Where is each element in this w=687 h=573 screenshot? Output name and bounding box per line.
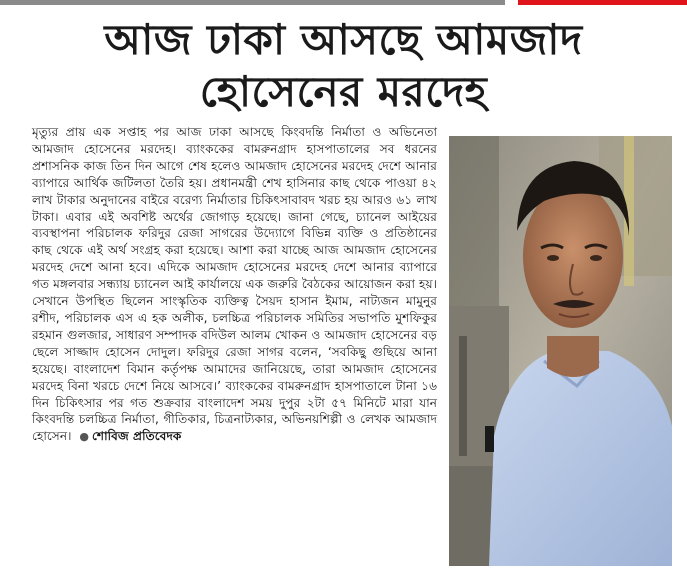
top-rule-red <box>518 0 687 5</box>
headline <box>0 14 687 118</box>
headline-line-2: হোসেনের মরদেহ <box>199 67 488 116</box>
article-body <box>32 124 437 564</box>
headline-line-1: আজ ঢাকা আসছে আমজাদ <box>104 15 583 64</box>
article-text: মৃত্যুর প্রায় এক সপ্তাহ পর আজ ঢাকা আসছে কিংবদন্তি নির্মাতা ও অভিনেতা আমজাদ হোসেনের মরদেহ। ব্যাংককের বামরুনগ্রাদ হাসপাতালের সব ধরনের প্রশাসনিক কাজ তিন দিন আগে শেষ হলেও আমজাদ হোসেনের মরদেহ দেশে আনার ব্যাপারে আর্থিক জটিলতা তৈরি হয়। প্রধানমন্ত্রী শেখ হাসিনার কাছ থেকে পাওয়া ৪২ লাখ টাকার অনুদানের বাইরে বরেণ্য নির্মাতার চিকিৎসাবাবদ খরচ হয় আরও ৬১ লাখ টাকা। এবার এই অবশিষ্ট অর্থের জোগাড় হয়েছে। জানা গেছে, চ্যানেল আইয়ের ব্যবস্থাপনা পরিচালক ফরিদুর রেজা সাগরের উদ্যোগে বিভিন্ন ব্যক্তি ও প্রতিষ্ঠানের কাছ থেকে এই অর্থ সংগ্রহ করা হয়েছে। আশা করা যাচ্ছে আজ আমজাদ হোসেনের মরদেহ দেশে আনা হবে। এদিকে আমজাদ হোসেনের মরদেহ দেশে আনার ব্যাপারে গত মঙ্গলবার সন্ধ্যায় চ্যানেল আই কার্যালয়ে এক জরুরি বৈঠকের আয়োজন করা হয়। সেখানে উপস্থিত ছিলেন সাংস্কৃতিক ব্যক্তিত্ব সৈয়দ হাসান ইমাম, নাট্যজন মামুনুর রশীদ, পরিচালক এস এ হক অলীক, চলচ্চিত্র পরিচালক সমিতির সভাপতি মুশফিকুর রহমান গুলজার, সাধারণ সম্পাদক বদিউল আলম খোকন ও আমজাদ হোসেনের বড় ছেলে সাজ্জাদ হোসেন দোদুল। ফরিদুর রেজা সাগর বলেন, ‘সবকিছু গুছিয়ে আনা হয়েছে। বাংলাদেশ বিমান কর্তৃপক্ষ আমাদের জানিয়েছে, তারা আমজাদ হোসেনের মরদেহ বিনা খরচে দেশে নিয়ে আসবে।’ ব্যাংককের বামরুনগ্রাদ হাসপাতালে টানা ১৬ দিন চিকিৎসার পর গত শুক্রবার বাংলাদেশ সময় দুপুর ২টা ৫৭ মিনিটে মারা যান কিংবদন্তি চলচ্চিত্র নির্মাতা, গীতিকার, চিত্রনাট্যকার, অভিনয়শিল্পী ও লেখক আমজাদ হোসেন। <box>32 125 437 444</box>
byline: শোবিজ প্রতিবেদক <box>91 429 182 444</box>
top-rule-gray <box>0 0 505 5</box>
byline-group <box>75 429 181 443</box>
bullet-icon: ● <box>79 430 89 444</box>
portrait-photo <box>449 136 672 566</box>
